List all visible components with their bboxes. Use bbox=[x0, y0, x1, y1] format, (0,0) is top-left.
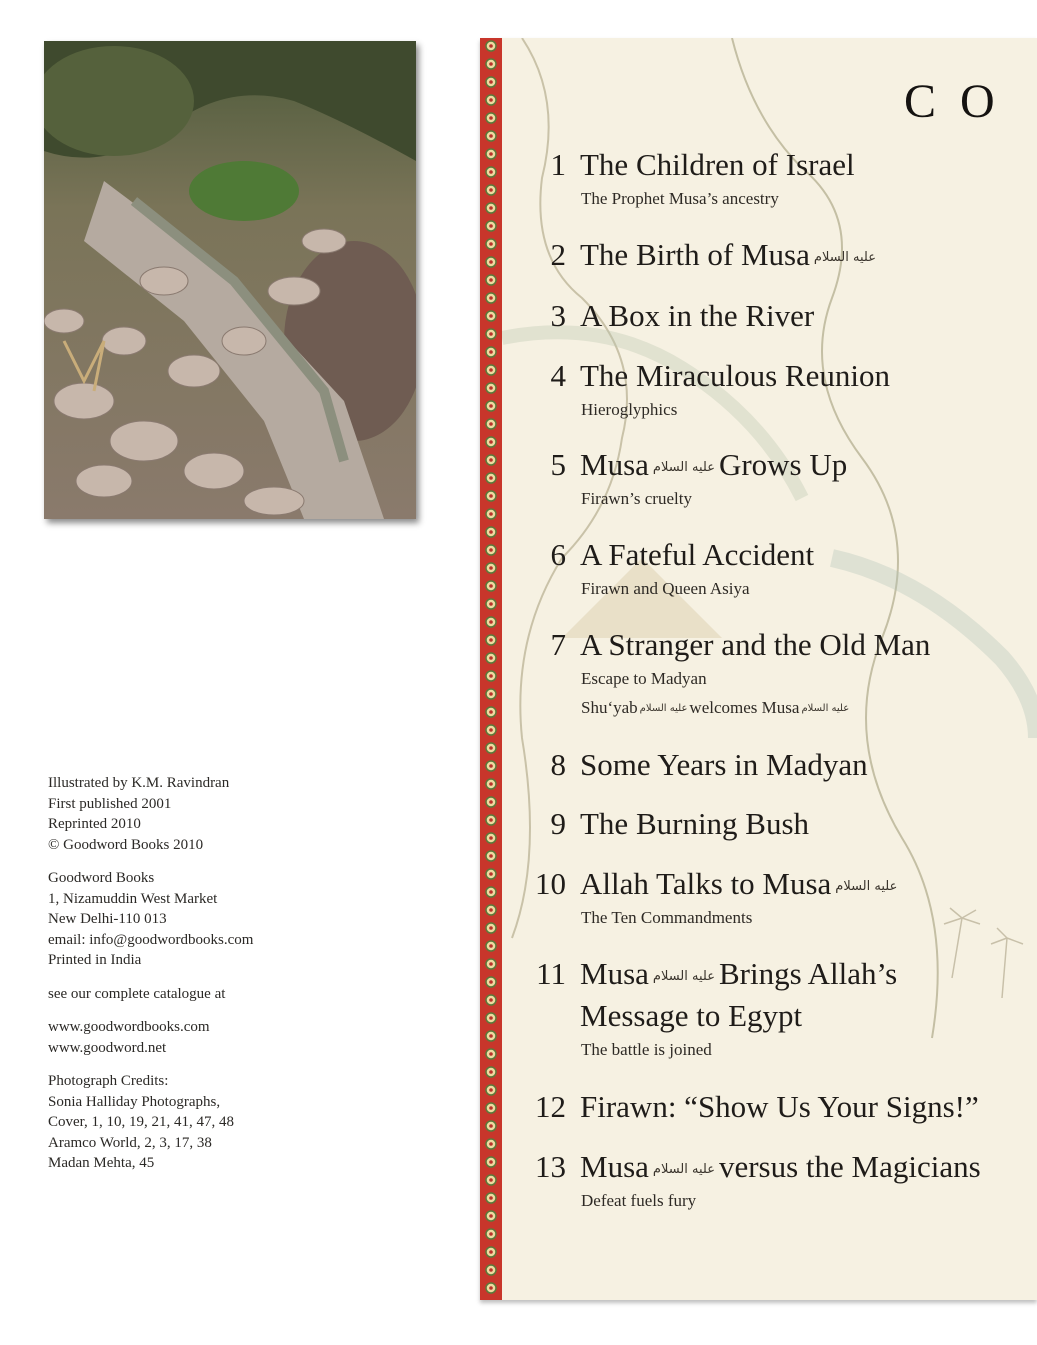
chapter-title: The Miraculous Reunion bbox=[580, 358, 890, 393]
chapter-title: The Burning Bush bbox=[580, 806, 810, 841]
chapter-title: The Birth of Musa عليه السلام bbox=[580, 237, 876, 272]
illustrator-credit: Illustrated by K.M. Ravindran bbox=[48, 775, 230, 791]
chapter-subtitle-2: Shu‘yab عليه السلام welcomes Musa عليه السلام bbox=[581, 698, 850, 717]
chapter-subtitle: Escape to Madyan bbox=[581, 669, 707, 688]
chapter-title: Musa عليه السلام versus the Magicians bbox=[580, 1149, 981, 1184]
heading-letter-c: C bbox=[904, 75, 941, 128]
chapter-title: Musa عليه السلام Brings Allah’s bbox=[580, 956, 898, 991]
cover-photograph bbox=[44, 41, 416, 519]
chapter-subtitle: Hieroglyphics bbox=[581, 400, 678, 419]
chapter-number: 2 bbox=[550, 237, 566, 272]
chapter-title: Firawn: “Show Us Your Signs!” bbox=[580, 1089, 979, 1124]
chapter-subtitle: The Ten Commandments bbox=[581, 908, 753, 927]
printed-in: Printed in India bbox=[48, 952, 142, 968]
chapter-title: Allah Talks to Musa عليه السلام bbox=[580, 866, 898, 901]
website-2: www.goodword.net bbox=[48, 1039, 167, 1056]
chapter-subtitle: The Prophet Musa’s ancestry bbox=[581, 189, 779, 208]
honorific-glyph: عليه السلام bbox=[813, 250, 876, 266]
honorific-glyph: عليه السلام bbox=[652, 969, 715, 985]
heading-letter-o: O bbox=[960, 75, 999, 128]
chapter-title: A Fateful Accident bbox=[580, 537, 815, 572]
copyright: © Goodword Books 2010 bbox=[48, 836, 204, 853]
colophon bbox=[48, 773, 428, 1174]
chapter-subtitle: The battle is joined bbox=[581, 1040, 712, 1059]
contents-heading bbox=[904, 74, 1019, 129]
honorific-glyph: عليه السلام bbox=[801, 703, 850, 715]
chapter-title: Musa عليه السلام Grows Up bbox=[580, 447, 848, 482]
chapter-number: 12 bbox=[535, 1089, 566, 1124]
contents-panel bbox=[480, 38, 1037, 1300]
chapter-title: A Box in the River bbox=[580, 298, 815, 333]
photo-credit-2: Cover, 1, 10, 19, 21, 41, 47, 48 bbox=[48, 1114, 235, 1130]
chapter-title: Some Years in Madyan bbox=[580, 747, 868, 782]
honorific-glyph: عليه السلام bbox=[639, 703, 688, 715]
publisher-address-1: 1, Nizamuddin West Market bbox=[48, 890, 218, 907]
chapter-subtitle: Firawn and Queen Asiya bbox=[581, 579, 750, 598]
chapter-subtitle: Defeat fuels fury bbox=[581, 1191, 697, 1210]
chapter-number: 11 bbox=[536, 956, 566, 991]
chapter-number: 9 bbox=[550, 806, 566, 841]
honorific-glyph: عليه السلام bbox=[652, 460, 715, 476]
photo-credit-1: Sonia Halliday Photographs, bbox=[48, 1093, 221, 1110]
first-published: First published 2001 bbox=[48, 795, 172, 812]
chapter-title: The Children of Israel bbox=[580, 147, 855, 182]
chapter-title: A Stranger and the Old Man bbox=[580, 627, 931, 662]
photo-credit-4: Madan Mehta, 45 bbox=[48, 1155, 155, 1171]
chapter-number: 13 bbox=[535, 1149, 566, 1184]
chapter-number: 4 bbox=[550, 358, 566, 393]
catalogue-note: see our complete catalogue at bbox=[48, 985, 226, 1002]
publisher-email: email: info@goodwordbooks.com bbox=[48, 931, 254, 948]
photo-credits-title: Photograph Credits: bbox=[48, 1073, 169, 1089]
chapter-number: 8 bbox=[550, 747, 566, 782]
reprinted: Reprinted 2010 bbox=[48, 816, 141, 832]
chapter-number: 5 bbox=[550, 447, 566, 482]
publisher-name: Goodword Books bbox=[48, 870, 155, 886]
chapter-number: 3 bbox=[550, 298, 566, 333]
chapter-number: 7 bbox=[550, 627, 566, 662]
honorific-glyph: عليه السلام bbox=[835, 879, 898, 895]
honorific-glyph: عليه السلام bbox=[652, 1162, 715, 1178]
chapter-number: 10 bbox=[535, 866, 566, 901]
chapter-title-line-2: Message to Egypt bbox=[580, 998, 803, 1033]
photo-credit-3: Aramco World, 2, 3, 17, 38 bbox=[48, 1134, 212, 1151]
chapter-number: 6 bbox=[550, 537, 566, 572]
website-1: www.goodwordbooks.com bbox=[48, 1019, 210, 1035]
chapter-subtitle: Firawn’s cruelty bbox=[581, 489, 692, 508]
publisher-address-2: New Delhi-110 013 bbox=[48, 911, 167, 927]
chapter-number: 1 bbox=[550, 147, 566, 182]
